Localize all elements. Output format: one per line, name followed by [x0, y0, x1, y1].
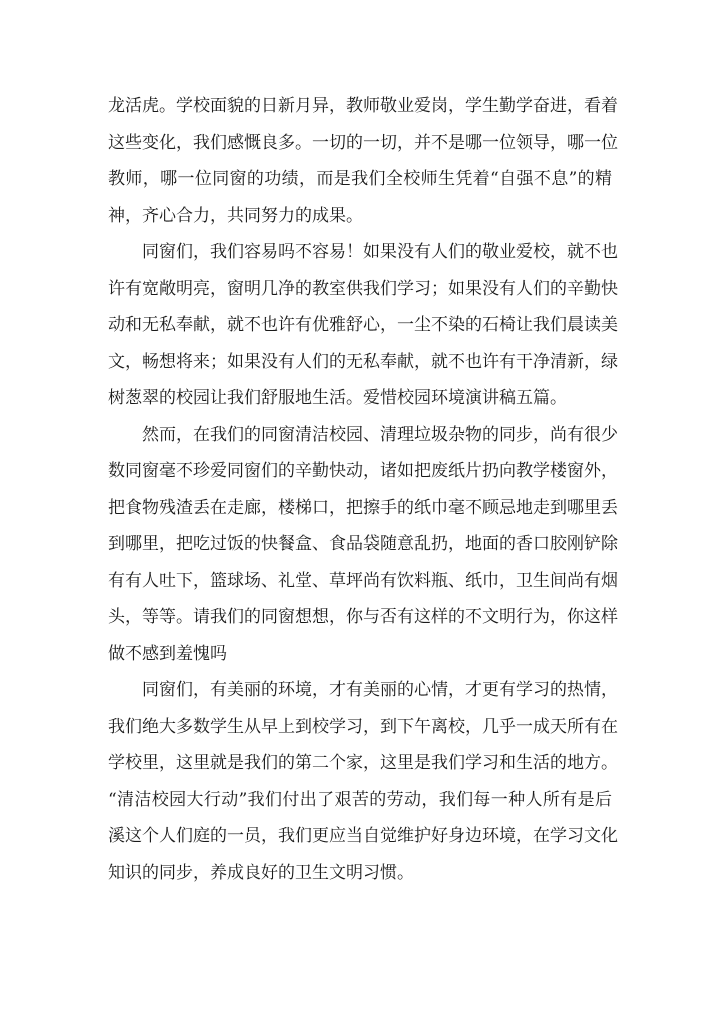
- text-line: 学校里，这里就是我们的第二个家，这里是我们学习和生活的地方。: [108, 753, 618, 773]
- text-line: 神，齐心合力，共同努力的成果。: [108, 205, 363, 226]
- text-line: 有有人吐下，篮球场、礼堂、草坪尚有饮料瓶、纸巾，卫生间尚有烟: [108, 570, 618, 591]
- text-line: 许有宽敞明亮，窗明几净的教室供我们学习；如果没有人们的辛勤快: [108, 278, 618, 299]
- text-line: 然而，在我们的同窗清洁校园、清理垃圾杂物的同步，尚有很少: [108, 424, 618, 445]
- paragraph-1: [108, 88, 618, 234]
- text-line: 知识的同步，养成良好的卫生文明习惯。: [108, 862, 414, 883]
- text-line: 我们绝大多数学生从早上到校学习，到下午离校，几乎一成天所有在: [108, 716, 618, 737]
- text-line: 树葱翠的校园让我们舒服地生活。爱惜校园环境演讲稿五篇。: [108, 388, 567, 408]
- text-line: 同窗们，有美丽的环境，才有美丽的心情，才更有学习的热情，: [108, 680, 618, 700]
- text-line: 把食物残渣丢在走廊，楼梯口，把擦手的纸巾毫不顾忌地走到哪里丢: [108, 497, 618, 518]
- text-line: “清洁校园大行动”我们付出了艰苦的劳动，我们每一种人所有是后: [108, 789, 612, 810]
- text-line: 龙活虎。学校面貌的日新月异，教师敬业爱岗，学生勤学奋进，看着: [108, 96, 618, 116]
- text-line: 这些变化，我们感慨良多。一切的一切，并不是哪一位领导，哪一位: [108, 132, 618, 153]
- paragraph-2: [108, 234, 618, 417]
- text-line: 文，畅想将来；如果没有人们的无私奉献，就不也许有干净清新，绿: [108, 351, 618, 372]
- text-line: 到哪里，把吃过饭的快餐盒、食品袋随意乱扔，地面的香口胶刚铲除: [108, 534, 618, 554]
- text-line: 头，等等。请我们的同窗想想，你与否有这样的不文明行为，你这样: [108, 607, 618, 627]
- text-line: 动和无私奉献，就不也许有优雅舒心，一尘不染的石椅让我们晨读美: [108, 315, 618, 335]
- document-page: [108, 88, 618, 891]
- paragraph-4: [108, 672, 618, 891]
- text-line: 做不感到羞愧吗: [108, 643, 227, 664]
- text-line: 数同窗毫不珍爱同窗们的辛勤快动，诸如把废纸片扔向教学楼窗外，: [108, 461, 618, 481]
- text-line: 溪这个人们庭的一员，我们更应当自觉维护好身边环境，在学习文化: [108, 826, 618, 846]
- text-line: 同窗们，我们容易吗不容易！如果没有人们的敬业爱校，就不也: [108, 242, 618, 262]
- paragraph-3: [108, 417, 618, 673]
- text-line: 教师，哪一位同窗的功绩，而是我们全校师生凭着“自强不息”的精: [108, 169, 612, 189]
